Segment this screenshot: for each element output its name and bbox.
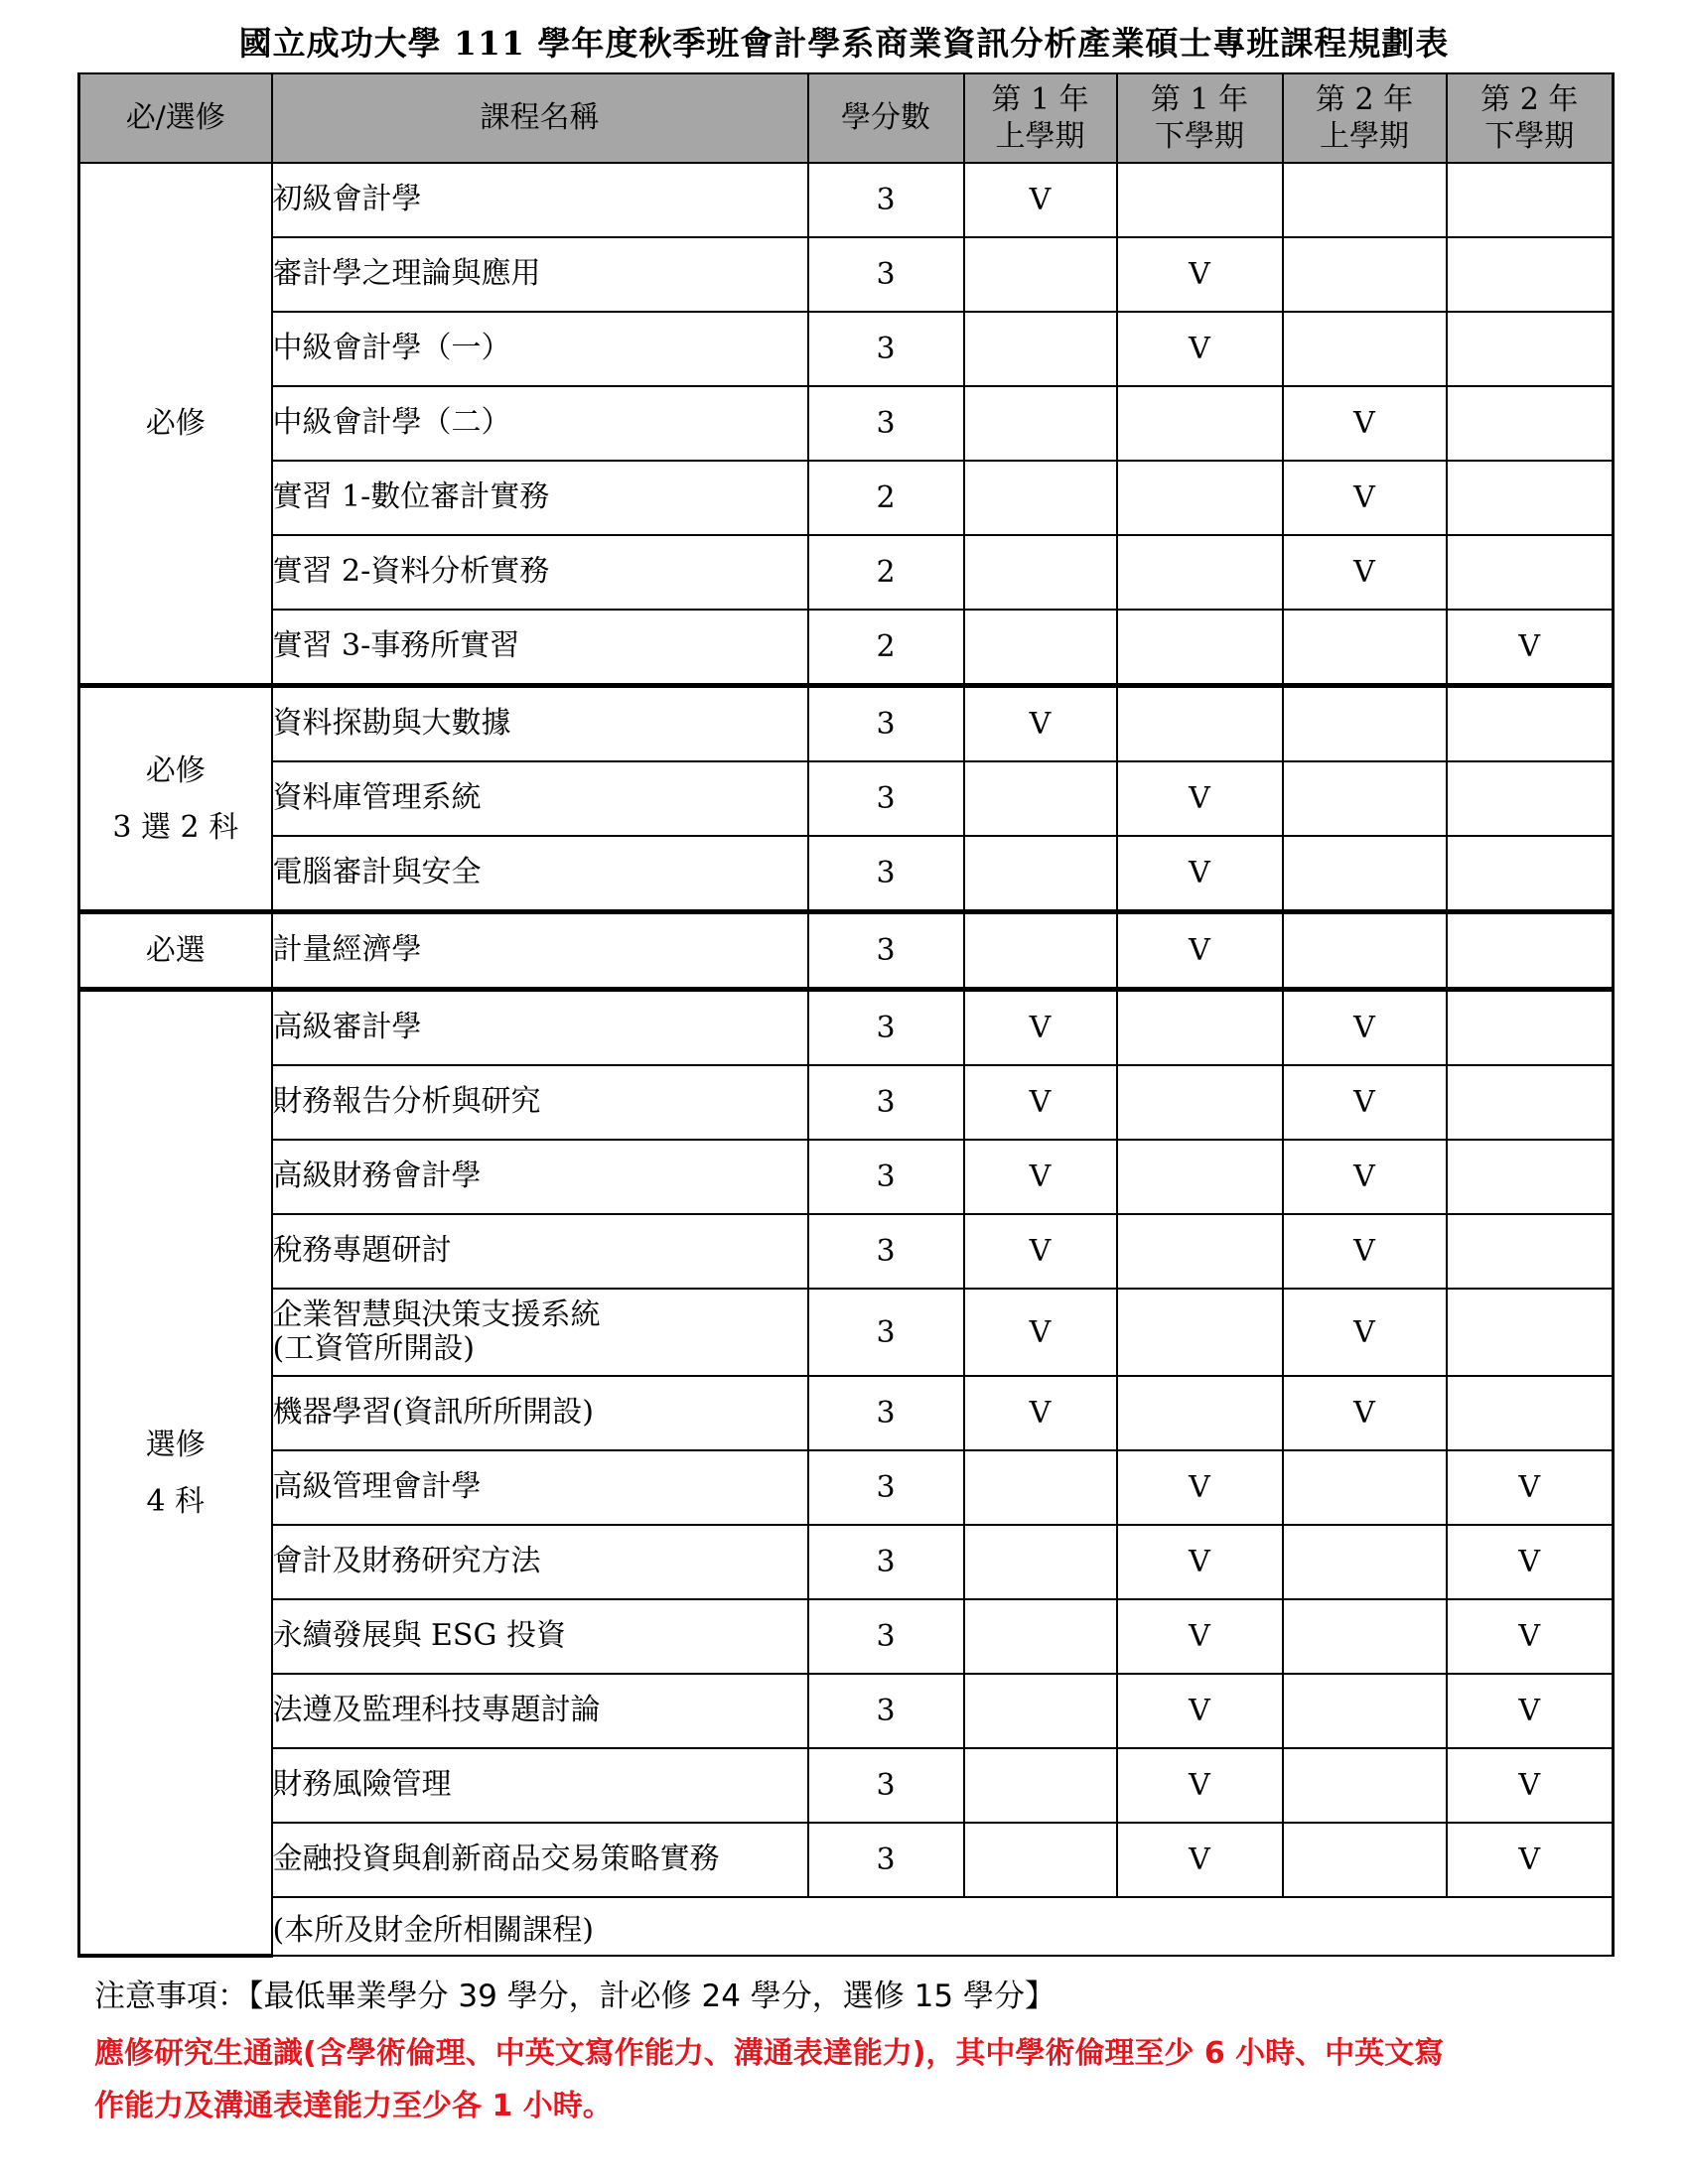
credits-cell: 3 (808, 1823, 964, 1897)
semester-mark-cell: V (1447, 1599, 1614, 1674)
semester-mark-cell (1447, 1289, 1614, 1376)
header-y2s1-line1: 第 2 年 (1315, 81, 1414, 117)
semester-mark-cell (1117, 1376, 1283, 1450)
semester-mark-cell: V (1117, 912, 1283, 990)
credits-cell: 3 (808, 1525, 964, 1599)
semester-mark-cell (1117, 1289, 1283, 1376)
credits-cell: 3 (808, 237, 964, 312)
course-name-cell (272, 237, 808, 312)
semester-mark-cell (1283, 1525, 1447, 1599)
header-course: 課程名稱 (272, 73, 808, 163)
table-row (79, 1214, 1614, 1289)
course-name: 高級管理會計學 (272, 1469, 482, 1505)
semester-mark-cell (1447, 686, 1614, 762)
semester-mark-cell (1283, 610, 1447, 686)
header-y1s1-line2: 上學期 (995, 119, 1085, 154)
table-row (79, 1289, 1614, 1376)
course-name: 資料探勘與大數據 (272, 706, 511, 742)
semester-mark-cell (964, 1823, 1117, 1897)
table-row (79, 461, 1614, 535)
semester-mark-cell: V (1283, 535, 1447, 610)
course-name: 會計及財務研究方法 (272, 1544, 541, 1579)
semester-mark-cell: V (1283, 1214, 1447, 1289)
table-row (79, 535, 1614, 610)
course-name-cell (272, 1823, 808, 1897)
table-row (79, 1823, 1614, 1897)
semester-mark-cell (964, 461, 1117, 535)
course-name: 計量經濟學 (272, 932, 422, 968)
credits-cell: 3 (808, 686, 964, 762)
semester-mark-cell (1117, 386, 1283, 461)
credits-cell: 3 (808, 990, 964, 1066)
semester-mark-cell (1117, 1140, 1283, 1214)
semester-mark-cell (964, 237, 1117, 312)
header-y1s2 (1117, 73, 1283, 163)
course-name-cell (272, 990, 808, 1066)
semester-mark-cell (964, 610, 1117, 686)
semester-mark-cell (964, 1748, 1117, 1823)
semester-mark-cell (1117, 163, 1283, 237)
semester-mark-cell (964, 761, 1117, 836)
course-name-cell (272, 1748, 808, 1823)
course-name: 高級財務會計學 (272, 1159, 482, 1194)
table-row (79, 1376, 1614, 1450)
table-row (79, 761, 1614, 836)
table-row (79, 990, 1614, 1066)
course-name: 金融投資與創新商品交易策略實務 (272, 1842, 720, 1877)
credits-cell: 3 (808, 312, 964, 386)
semester-mark-cell (1117, 990, 1283, 1066)
semester-mark-cell (1447, 461, 1614, 535)
credits-cell: 3 (808, 386, 964, 461)
semester-mark-cell (1117, 461, 1283, 535)
course-name-cell (272, 686, 808, 762)
table-row (79, 1140, 1614, 1214)
header-y1s1-line1: 第 1 年 (991, 81, 1089, 117)
semester-mark-cell (1283, 163, 1447, 237)
course-name: 資料庫管理系統 (272, 780, 482, 816)
course-name: 企業智慧與決策支援系統 (272, 1297, 601, 1332)
header-y1s1 (964, 73, 1117, 163)
course-name-cell (272, 312, 808, 386)
semester-mark-cell (1447, 990, 1614, 1066)
table-row (79, 386, 1614, 461)
semester-mark-cell (964, 312, 1117, 386)
course-table-body (79, 163, 1614, 1956)
course-name: (工資管所開設) (272, 1331, 475, 1366)
header-y1s2-line2: 下學期 (1155, 119, 1244, 154)
credits-cell: 3 (808, 163, 964, 237)
semester-mark-cell (1283, 1674, 1447, 1748)
semester-mark-cell (1283, 912, 1447, 990)
semester-mark-cell (1283, 686, 1447, 762)
course-name: 初級會計學 (272, 182, 422, 217)
course-name: 實習 2-資料分析實務 (272, 554, 550, 590)
category-cell (79, 912, 272, 990)
table-row (79, 1748, 1614, 1823)
semester-mark-cell (1447, 312, 1614, 386)
semester-mark-cell: V (964, 686, 1117, 762)
course-name: 審計學之理論與應用 (272, 256, 541, 292)
table-row (79, 912, 1614, 990)
category-label: 4 科 (146, 1483, 206, 1519)
course-name-cell (272, 1140, 808, 1214)
credits-cell: 2 (808, 535, 964, 610)
semester-mark-cell (1283, 312, 1447, 386)
semester-mark-cell (1447, 1214, 1614, 1289)
semester-mark-cell: V (1447, 1674, 1614, 1748)
course-name-cell (272, 1065, 808, 1140)
course-name: 中級會計學（二） (272, 405, 511, 441)
semester-mark-cell: V (1283, 386, 1447, 461)
category-cell (79, 686, 272, 912)
semester-mark-cell (1283, 836, 1447, 912)
course-name: 高級審計學 (272, 1010, 422, 1045)
semester-mark-cell: V (1117, 312, 1283, 386)
semester-mark-cell (1283, 761, 1447, 836)
header-y2s2-line1: 第 2 年 (1480, 81, 1579, 117)
table-row (79, 1065, 1614, 1140)
semester-mark-cell (1283, 1450, 1447, 1525)
credits-cell: 3 (808, 836, 964, 912)
credits-cell: 3 (808, 1748, 964, 1823)
course-name-cell (272, 1525, 808, 1599)
credits-cell: 3 (808, 1289, 964, 1376)
course-name: 財務報告分析與研究 (272, 1084, 541, 1120)
semester-mark-cell: V (1117, 1525, 1283, 1599)
requirement-line: 應修研究生通識(含學術倫理、中英文寫作能力、溝通表達能力)，其中學術倫理至少 6 小時、中英文寫 (94, 2036, 1445, 2071)
course-name: 中級會計學（一） (272, 331, 511, 366)
semester-mark-cell: V (964, 990, 1117, 1066)
semester-mark-cell (1283, 1823, 1447, 1897)
course-name-cell (272, 1289, 808, 1376)
semester-mark-cell: V (1283, 990, 1447, 1066)
semester-mark-cell (1117, 610, 1283, 686)
course-name-cell (272, 386, 808, 461)
semester-mark-cell (1447, 1376, 1614, 1450)
header-type: 必/選修 (79, 73, 272, 163)
course-name-cell (272, 836, 808, 912)
course-name: 實習 3-事務所實習 (272, 628, 520, 664)
table-row (79, 1599, 1614, 1674)
header-y2s1 (1283, 73, 1447, 163)
semester-mark-cell (1283, 1748, 1447, 1823)
table-row (79, 1525, 1614, 1599)
semester-mark-cell (1447, 1140, 1614, 1214)
page-title: 國立成功大學 111 學年度秋季班會計學系商業資訊分析產業碩士專班課程規劃表 (238, 24, 1450, 63)
table-row (79, 312, 1614, 386)
course-name: 機器學習(資訊所所開設) (272, 1395, 594, 1431)
semester-mark-cell (1283, 1599, 1447, 1674)
related-courses-note: (本所及財金所相關課程) (272, 1897, 1614, 1956)
credits-cell: 2 (808, 461, 964, 535)
course-name-cell (272, 610, 808, 686)
table-row (79, 237, 1614, 312)
semester-mark-cell (1117, 535, 1283, 610)
credits-cell: 3 (808, 761, 964, 836)
header-credits: 學分數 (808, 73, 964, 163)
course-name: 電腦審計與安全 (272, 855, 482, 890)
semester-mark-cell: V (1117, 1748, 1283, 1823)
course-name: 稅務專題研討 (272, 1233, 452, 1269)
course-name-cell (272, 1214, 808, 1289)
semester-mark-cell (1447, 761, 1614, 836)
semester-mark-cell: V (964, 1376, 1117, 1450)
footnote-row (79, 1897, 1614, 1956)
graduation-note: 注意事項：【最低畢業學分 39 學分，計必修 24 學分，選修 15 學分】 (94, 1979, 1055, 2014)
semester-mark-cell: V (1283, 461, 1447, 535)
semester-mark-cell (1447, 386, 1614, 461)
header-y2s2-line2: 下學期 (1484, 119, 1575, 154)
course-name-cell (272, 163, 808, 237)
table-row (79, 1450, 1614, 1525)
semester-mark-cell: V (1117, 761, 1283, 836)
semester-mark-cell: V (1447, 1823, 1614, 1897)
category-label: 3 選 2 科 (112, 809, 239, 845)
credits-cell: 3 (808, 1674, 964, 1748)
credits-cell: 3 (808, 1065, 964, 1140)
course-plan-table (77, 72, 1615, 1958)
semester-mark-cell (1447, 1065, 1614, 1140)
semester-mark-cell (1117, 1065, 1283, 1140)
header-y2s1-line2: 上學期 (1320, 119, 1409, 154)
course-name: 實習 1-數位審計實務 (272, 479, 550, 515)
semester-mark-cell: V (1447, 1525, 1614, 1599)
category-label: 必選 (145, 933, 206, 968)
semester-mark-cell: V (964, 1140, 1117, 1214)
semester-mark-cell: V (1283, 1376, 1447, 1450)
semester-mark-cell (1117, 1214, 1283, 1289)
semester-mark-cell (1447, 912, 1614, 990)
semester-mark-cell: V (1447, 610, 1614, 686)
course-name-cell (272, 761, 808, 836)
category-cell (79, 163, 272, 686)
course-name-cell (272, 1599, 808, 1674)
semester-mark-cell: V (1447, 1748, 1614, 1823)
semester-mark-cell (964, 1525, 1117, 1599)
requirement-line: 作能力及溝通表達能力至少各 1 小時。 (94, 2089, 613, 2123)
course-name-cell (272, 912, 808, 990)
course-name: 法遵及監理科技專題討論 (272, 1693, 601, 1728)
semester-mark-cell: V (964, 1214, 1117, 1289)
course-name: 財務風險管理 (272, 1767, 452, 1803)
semester-mark-cell (964, 535, 1117, 610)
category-label: 必修 (145, 406, 206, 441)
course-name-cell (272, 1376, 808, 1450)
course-name-cell (272, 1450, 808, 1525)
semester-mark-cell (1117, 686, 1283, 762)
semester-mark-cell: V (964, 163, 1117, 237)
semester-mark-cell (964, 836, 1117, 912)
semester-mark-cell (964, 1599, 1117, 1674)
credits-cell: 3 (808, 912, 964, 990)
course-name-cell (272, 1674, 808, 1748)
semester-mark-cell: V (1117, 836, 1283, 912)
semester-mark-cell (1447, 237, 1614, 312)
credits-cell: 3 (808, 1140, 964, 1214)
credits-cell: 3 (808, 1450, 964, 1525)
category-label: 必修 (145, 752, 206, 788)
semester-mark-cell: V (964, 1065, 1117, 1140)
table-row (79, 836, 1614, 912)
semester-mark-cell (1283, 237, 1447, 312)
semester-mark-cell (964, 1450, 1117, 1525)
header-row (79, 73, 1614, 163)
category-label: 選修 (145, 1427, 206, 1462)
course-name-cell (272, 461, 808, 535)
semester-mark-cell (964, 1674, 1117, 1748)
course-name: 永續發展與 ESG 投資 (272, 1618, 566, 1654)
semester-mark-cell: V (1117, 1674, 1283, 1748)
credits-cell: 3 (808, 1599, 964, 1674)
semester-mark-cell: V (1283, 1289, 1447, 1376)
semester-mark-cell: V (1117, 1450, 1283, 1525)
table-row (79, 686, 1614, 762)
header-y2s2 (1447, 73, 1614, 163)
semester-mark-cell: V (1117, 237, 1283, 312)
category-cell (79, 990, 272, 1957)
semester-mark-cell (1447, 163, 1614, 237)
semester-mark-cell (964, 386, 1117, 461)
credits-cell: 3 (808, 1376, 964, 1450)
table-row (79, 610, 1614, 686)
header-y1s2-line1: 第 1 年 (1150, 81, 1249, 117)
semester-mark-cell (1447, 535, 1614, 610)
table-row (79, 1674, 1614, 1748)
semester-mark-cell: V (1283, 1140, 1447, 1214)
semester-mark-cell: V (1447, 1450, 1614, 1525)
semester-mark-cell: V (1117, 1823, 1283, 1897)
semester-mark-cell: V (1283, 1065, 1447, 1140)
semester-mark-cell: V (1117, 1599, 1283, 1674)
credits-cell: 2 (808, 610, 964, 686)
semester-mark-cell (1447, 836, 1614, 912)
general-education-requirement (94, 2027, 1614, 2132)
course-name-cell (272, 535, 808, 610)
semester-mark-cell (964, 912, 1117, 990)
table-row (79, 163, 1614, 237)
semester-mark-cell: V (964, 1289, 1117, 1376)
credits-cell: 3 (808, 1214, 964, 1289)
